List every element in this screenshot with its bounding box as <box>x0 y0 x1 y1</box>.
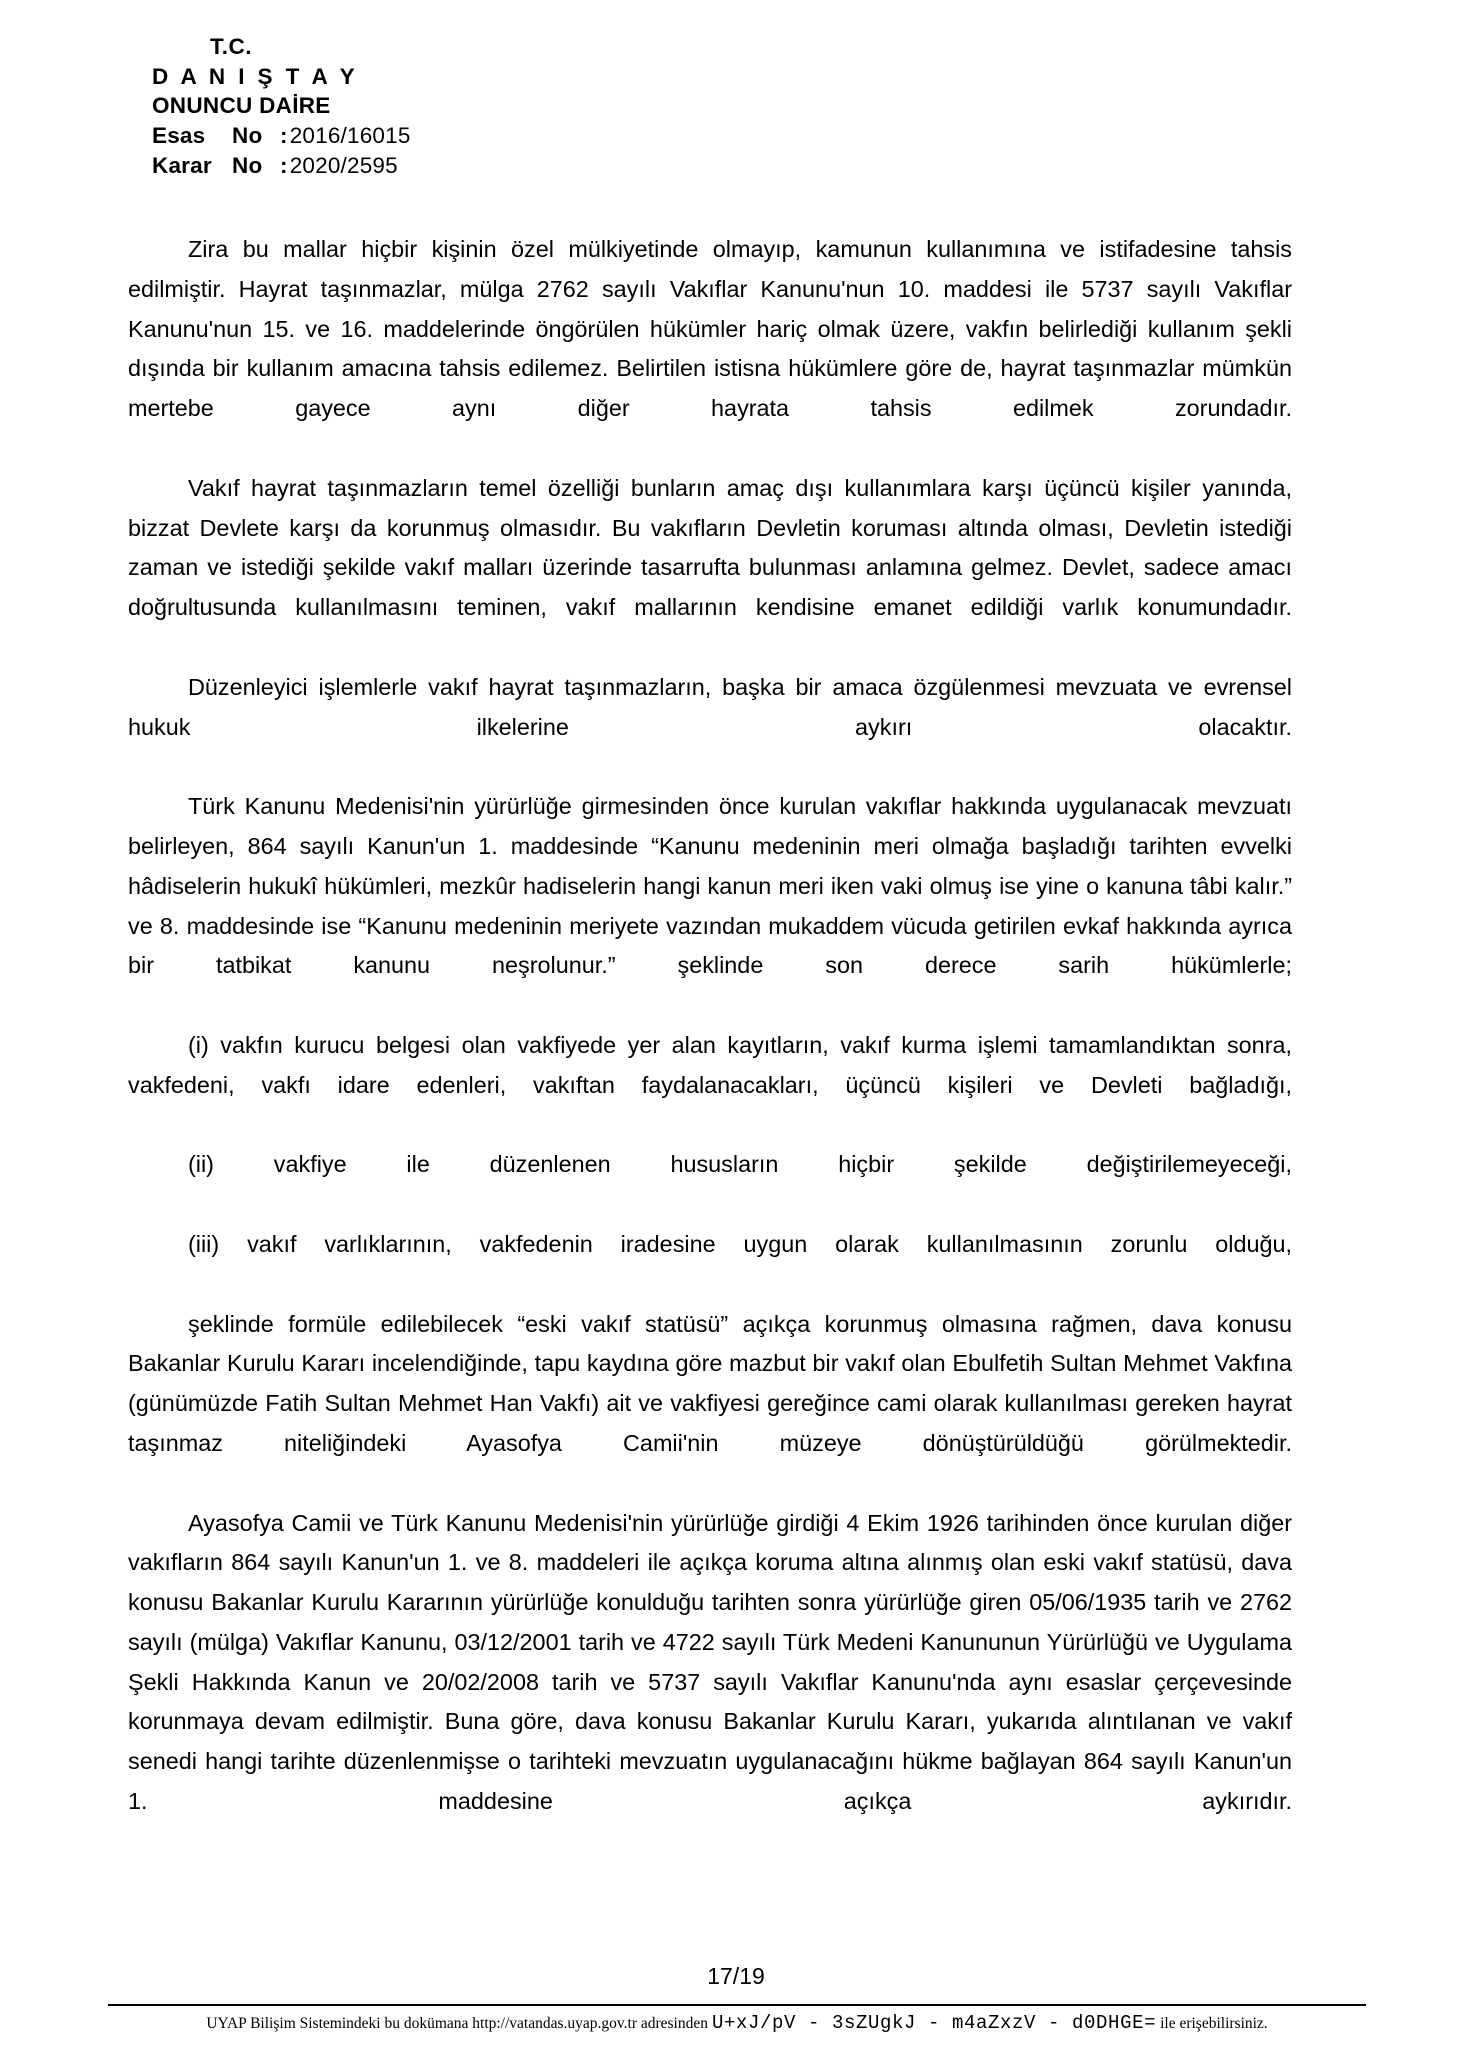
esas-label: Esas <box>152 123 206 149</box>
document-header <box>152 32 672 180</box>
body-paragraph-item-i: (i) vakfın kurucu belgesi olan vakfiyede yer alan kayıtların, vakıf kurma işlemi tamamlandıktan sonra, vakfedeni, vakfı idare edenleri, vakıftan faydalanacakları, üçüncü kişileri ve Devleti bağladığı, <box>128 1031 1292 1098</box>
esas-no-label: No <box>232 123 263 149</box>
header-chamber-name: ONUNCU DAİRE <box>152 93 331 119</box>
footer-verification-code: U+xJ/pV - 3sZUgkJ - m4aZxzV - d0DHGE= <box>712 2012 1157 2034</box>
karar-label: Karar <box>152 152 212 178</box>
karar-colon: : <box>280 152 288 178</box>
body-paragraph: Ayasofya Camii ve Türk Kanunu Medenisi'nin yürürlüğe girdiği 4 Ekim 1926 tarihinden önce kurulan diğer vakıfların 864 sayılı Kanun'un 1. ve 8. maddeleri ile açıkça koruma altına alınmış olan eski vakıf statüsü, dava konusu Bakanlar Kurulu Kararının yürürlüğe konulduğu tarihten sonra yürürlüğe giren 05/06/1935 tarih ve 2762 sayılı (mülga) Vakıflar Kanunu, 03/12/2001 tarih ve 4722 sayılı Türk Medeni Kanununun Yürürlüğü ve Uygulama Şekli Hakkında Kanun ve 20/02/2008 tarih ve 5737 sayılı Vakıflar Kanunu'nda aynı esaslar çerçevesinde korunmaya devam edilmiştir. Buna göre, dava konusu Bakanlar Kurulu Kararı, yukarıda alıntılanan ve vakıf senedi hangi tarihte düzenlenmişse o tarihteki mevzuatın uygulanacağını hükme bağlayan 864 sayılı Kanun'un 1. maddesine açıkça aykırıdır. <box>128 1509 1292 1815</box>
body-paragraph: Düzenleyici işlemlerle vakıf hayrat taşınmazların, başka bir amaca özgülenmesi mevzuata ve evrensel hukuk ilkelerine aykırı olacaktır. <box>128 673 1292 740</box>
esas-value: 2016/16015 <box>289 123 411 149</box>
case-number-esas-row <box>152 121 672 151</box>
page-number: 17/19 <box>707 1963 765 1989</box>
body-paragraph-item-iii: (iii) vakıf varlıklarının, vakfedenin iradesine uygun olarak kullanılmasının zorunlu olduğu, <box>188 1230 1292 1257</box>
footer-prefix-text: UYAP Bilişim Sistemindeki bu dokümana http://vatandas.uyap.gov.tr adresinden <box>206 2015 708 2032</box>
document-body <box>128 230 1292 1862</box>
body-paragraph: Türk Kanunu Medenisi'nin yürürlüğe girmesinden önce kurulan vakıflar hakkında uygulanacak mevzuatı belirleyen, 864 sayılı Kanun'un 1. maddesinde “Kanunu medeninin meri olmağa başladığı tarihten evvelki hâdiselerin hukukî hükümleri, mezkûr hadiselerin hangi kanun meri iken vaki olmuş ise yine o kanuna tâbi kalır.” ve 8. maddesinde ise “Kanunu medeninin meriyete vazından mukaddem vücuda getirilen evkaf hakkında ayrıca bir tatbikat kanunu neşrolunur.” şeklinde son derece sarih hükümlerle; <box>128 793 1292 979</box>
header-court-name: D A N I Ş T A Y <box>152 63 359 89</box>
header-republic: T.C. <box>210 34 253 59</box>
body-paragraph: Zira bu mallar hiçbir kişinin özel mülkiyetinde olmayıp, kamunun kullanımına ve istifadesine tahsis edilmiştir. Hayrat taşınmazlar, mülga 2762 sayılı Vakıflar Kanunu'nun 10. maddesi ile 5737 sayılı Vakıflar Kanunu'nun 15. ve 16. maddelerinde öngörülen hükümler hariç olmak üzere, vakfın belirlediği kullanım şekli dışında bir kullanım amacına tahsis edilemez. Belirtilen istisna hükümlere göre de, hayrat taşınmazlar mümkün mertebe gayece aynı diğer hayrata tahsis edilmek zorundadır. <box>128 236 1292 422</box>
body-paragraph-item-ii: (ii) vakfiye ile düzenlenen hususların hiçbir şekilde değiştirilemeyeceği, <box>188 1151 1292 1178</box>
footer-verification-note <box>108 2012 1366 2035</box>
karar-no-label: No <box>232 152 263 178</box>
body-paragraph: şeklinde formüle edilebilecek “eski vakıf statüsü” açıkça korunmuş olmasına rağmen, dava konusu Bakanlar Kurulu Kararı incelendiğinde, tapu kaydına göre mazbut bir vakıf olan Ebulfetih Sultan Mehmet Vakfına (günümüzde Fatih Sultan Mehmet Han Vakfı) ait ve vakfiyesi gereğince cami olarak kullanılması gereken hayrat taşınmaz niteliğindeki Ayasofya Camii'nin müzeye dönüştürüldüğü görülmektedir. <box>128 1310 1292 1456</box>
footer-divider <box>108 2004 1366 2006</box>
case-number-karar-row <box>152 151 672 181</box>
esas-colon: : <box>280 123 288 149</box>
footer-suffix-text: ile erişebilirsiniz. <box>1160 2015 1268 2032</box>
body-paragraph: Vakıf hayrat taşınmazların temel özelliği bunların amaç dışı kullanımlara karşı üçüncü kişiler yanında, bizzat Devlete karşı da korunmuş olmasıdır. Bu vakıfların Devletin koruması altında olması, Devletin istediği zaman ve istediği şekilde vakıf malları üzerinde tasarrufta bulunması anlamına gelmez. Devlet, sadece amacı doğrultusunda kullanılmasını teminen, vakıf mallarının kendisine emanet edildiği varlık konumundadır. <box>128 474 1292 621</box>
karar-value: 2020/2595 <box>289 152 398 178</box>
